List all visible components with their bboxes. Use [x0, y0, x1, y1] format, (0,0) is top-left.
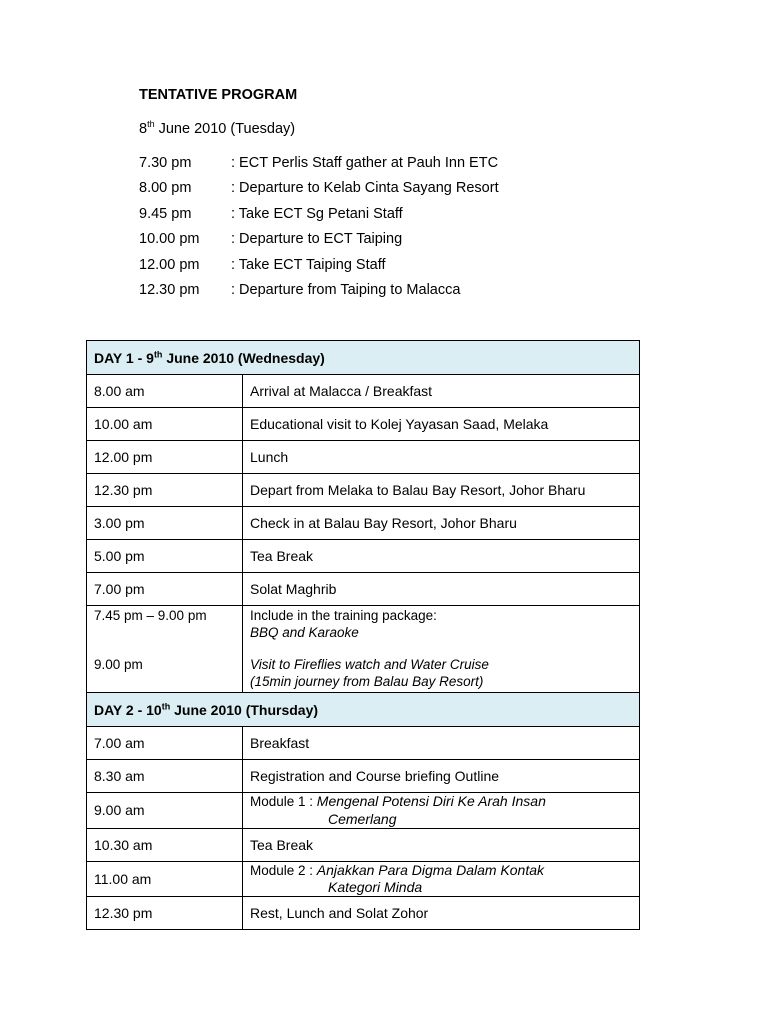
table-row	[87, 375, 640, 408]
time-cell: 8.00 am	[87, 375, 243, 408]
time-cell: 7.45 pm – 9.00 pm 9.00 pm	[87, 606, 243, 693]
activity-cell: Lunch	[243, 441, 640, 474]
time-cell: 12.30 pm	[87, 474, 243, 507]
table-row	[87, 897, 640, 930]
table-row	[87, 507, 640, 540]
activity-cell: Check in at Balau Bay Resort, Johor Bharu	[243, 507, 640, 540]
table-row	[87, 540, 640, 573]
document-title: TENTATIVE PROGRAM	[139, 87, 298, 103]
day1-header-row	[87, 341, 640, 375]
activity-cell: Module 2 : Anjakkan Para Digma Dalam Kontak Kategori Minda	[243, 861, 640, 897]
activity-cell: Depart from Melaka to Balau Bay Resort, Johor Bharu	[243, 474, 640, 507]
table-row	[87, 828, 640, 861]
time-cell: 3.00 pm	[87, 507, 243, 540]
day2-header-row	[87, 693, 640, 727]
time-cell: 10.00 am	[87, 408, 243, 441]
activity-cell: Educational visit to Kolej Yayasan Saad, Melaka	[243, 408, 640, 441]
activity-cell: Solat Maghrib	[243, 573, 640, 606]
table-row	[87, 474, 640, 507]
day2-header: DAY 2 - 10th June 2010 (Thursday)	[87, 693, 640, 727]
table-row	[87, 573, 640, 606]
time-cell: 12.30 pm	[87, 897, 243, 930]
activity-cell: Rest, Lunch and Solat Zohor	[243, 897, 640, 930]
activity-cell: Module 1 : Mengenal Potensi Diri Ke Arah Insan Cemerlang	[243, 793, 640, 829]
schedule-item: 8.00 pm : Departure to Kelab Cinta Sayang Resort	[139, 180, 499, 197]
table-row	[87, 760, 640, 793]
schedule-item: 12.30 pm : Departure from Taiping to Malacca	[139, 282, 461, 299]
schedule-item: 7.30 pm : ECT Perlis Staff gather at Pauh Inn ETC	[139, 154, 499, 171]
activity-cell: Breakfast	[243, 727, 640, 760]
pre-day-date: 8th June 2010 (Tuesday)	[139, 119, 296, 137]
time-cell: 9.00 am	[87, 793, 243, 829]
schedule-item: 10.00 pm : Departure to ECT Taiping	[139, 231, 403, 248]
time-cell: 8.30 am	[87, 760, 243, 793]
activity-cell: Arrival at Malacca / Breakfast	[243, 375, 640, 408]
table-row	[87, 727, 640, 760]
table-row	[87, 441, 640, 474]
time-cell: 11.00 am	[87, 861, 243, 897]
activity-cell: Tea Break	[243, 828, 640, 861]
table-row	[87, 408, 640, 441]
table-row-module-2	[87, 861, 640, 897]
pre-day-schedule	[139, 150, 499, 303]
time-cell: 7.00 pm	[87, 573, 243, 606]
time-cell: 10.30 am	[87, 828, 243, 861]
schedule-item: 12.00 pm : Take ECT Taiping Staff	[139, 256, 386, 273]
activity-cell: Tea Break	[243, 540, 640, 573]
schedule-item: 9.45 pm : Take ECT Sg Petani Staff	[139, 205, 403, 222]
schedule-table	[86, 340, 640, 930]
activity-cell: Registration and Course briefing Outline	[243, 760, 640, 793]
table-row-evening	[87, 606, 640, 693]
time-cell: 7.00 am	[87, 727, 243, 760]
day1-header: DAY 1 - 9th June 2010 (Wednesday)	[87, 341, 640, 375]
table-row-module-1	[87, 793, 640, 829]
time-cell: 12.00 pm	[87, 441, 243, 474]
time-cell: 5.00 pm	[87, 540, 243, 573]
activity-cell: Include in the training package: BBQ and Karaoke Visit to Fireflies watch and Water Cruise (15min journey from Balau Bay Resort)	[243, 606, 640, 693]
